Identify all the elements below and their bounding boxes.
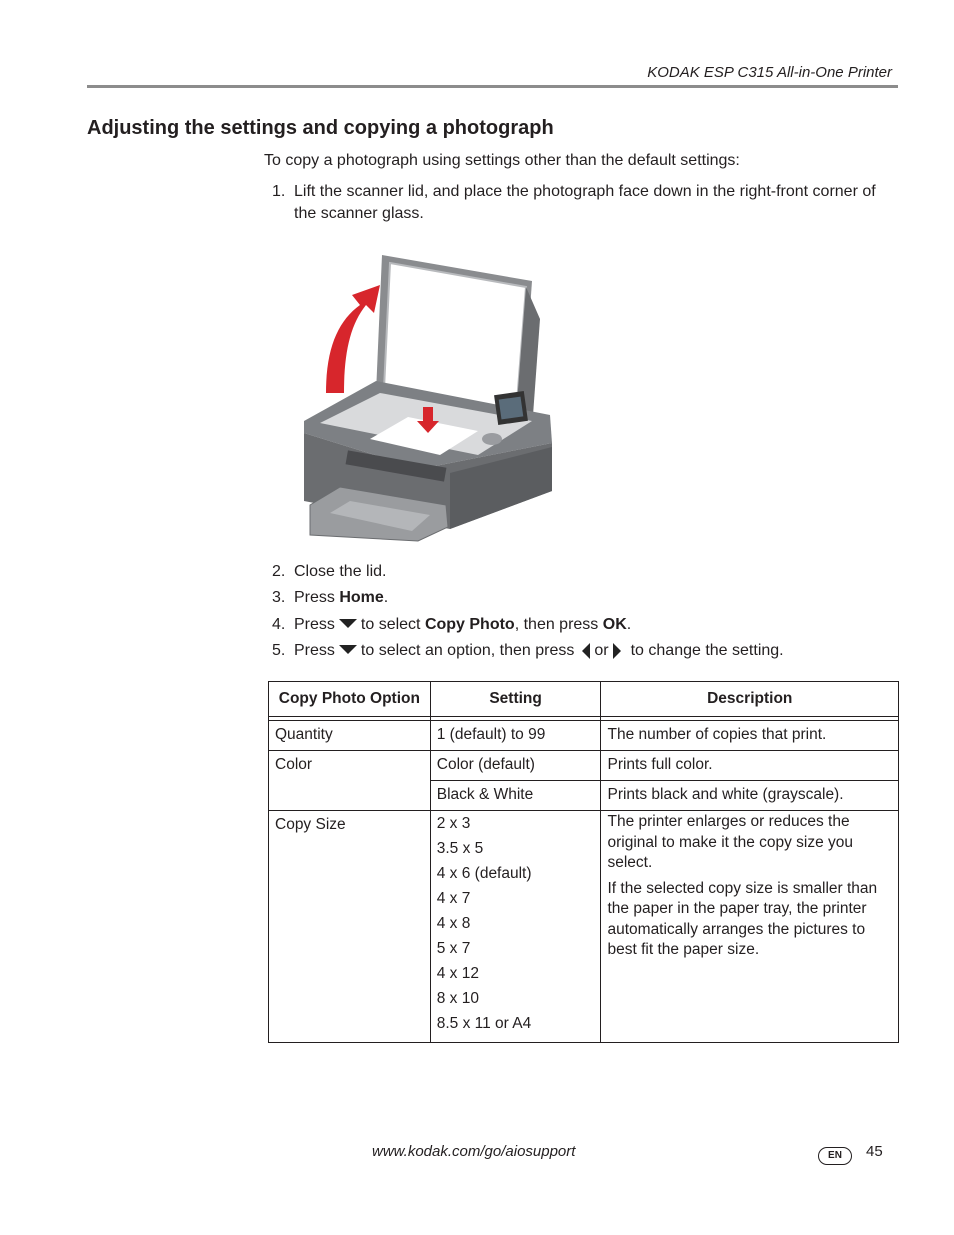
step-2 <box>272 561 387 583</box>
header-rule <box>87 85 898 88</box>
size-option: 4 x 12 <box>436 965 479 982</box>
column-header: Setting <box>430 682 601 717</box>
step-text-pre: Press <box>294 589 340 606</box>
copy-photo-options-table <box>268 681 899 1043</box>
size-option: 4 x 8 <box>436 915 471 932</box>
step-5 <box>272 640 784 662</box>
setting-cell: Black & White <box>430 781 601 811</box>
left-arrow-icon <box>582 643 590 659</box>
description-cell: Prints full color. <box>601 751 899 781</box>
down-arrow-icon <box>339 645 357 654</box>
page-number: 45 <box>866 1143 883 1160</box>
step-number: 3. <box>272 589 286 606</box>
step-number: 2. <box>272 563 286 580</box>
step-text: Close the lid. <box>294 563 387 580</box>
table-row <box>269 751 899 781</box>
step-3 <box>272 587 388 609</box>
down-arrow-icon <box>339 619 357 628</box>
printer-illustration <box>300 243 562 543</box>
step-text-pre: Press <box>294 642 335 659</box>
table-row <box>269 721 899 751</box>
setting-cell: Color (default) <box>430 751 601 781</box>
intro-text: To copy a photograph using settings other than the default settings: <box>264 152 740 169</box>
step-text-mid: to select <box>360 616 425 633</box>
size-option: 3.5 x 5 <box>436 840 484 857</box>
option-cell: Copy Size <box>269 811 431 1043</box>
size-option: 8.5 x 11 or A4 <box>436 1015 532 1032</box>
step-number: 5. <box>272 642 286 659</box>
ok-button-label: OK <box>602 616 627 633</box>
control-screen-glass <box>499 397 524 420</box>
step-text-mid: to select an option, then press <box>360 642 575 659</box>
description-cell <box>601 811 899 1043</box>
step-1 <box>272 181 902 225</box>
step-text-post: . <box>626 616 632 633</box>
size-option: 4 x 7 <box>436 890 471 907</box>
step-text-pre: Press <box>294 616 335 633</box>
step-number: 4. <box>272 616 286 633</box>
description-paragraph: The printer enlarges or reduces the original to make it the copy size you select. <box>607 813 854 871</box>
step-text-post: to change the setting. <box>630 642 784 659</box>
step-text-mid2: , then press <box>514 616 603 633</box>
size-option: 8 x 10 <box>436 990 479 1007</box>
lid-lift-arrow <box>326 285 380 393</box>
step-text-or: or <box>594 642 609 659</box>
description-paragraph: If the selected copy size is smaller than the paper in the paper tray, the printer automatically arranges the pictures to best fit the paper size. <box>607 879 878 958</box>
table-header-row <box>269 682 899 717</box>
section-title: Adjusting the settings and copying a photograph <box>87 117 554 139</box>
size-option: 2 x 3 <box>436 815 471 832</box>
footer-url: www.kodak.com/go/aiosupport <box>372 1143 576 1160</box>
step-number: 1. <box>272 183 286 200</box>
right-arrow-icon <box>613 643 621 659</box>
language-badge: EN <box>818 1147 852 1165</box>
header-title: KODAK ESP C315 All-in-One Printer <box>647 64 892 81</box>
setting-cell <box>430 811 601 1043</box>
step-text-post: . <box>383 589 389 606</box>
step-4 <box>272 614 631 636</box>
copy-photo-label: Copy Photo <box>424 616 515 633</box>
home-button-label: Home <box>339 589 384 606</box>
size-option: 4 x 6 (default) <box>436 865 532 882</box>
step-text: Lift the scanner lid, and place the photograph face down in the right-front corner of the scanner glass. <box>294 183 876 222</box>
column-header: Copy Photo Option <box>269 682 431 717</box>
option-cell: Quantity <box>269 721 431 751</box>
column-header: Description <box>601 682 899 717</box>
setting-cell: 1 (default) to 99 <box>430 721 601 751</box>
description-cell: The number of copies that print. <box>601 721 899 751</box>
table-row <box>269 811 899 1043</box>
option-cell: Color <box>269 751 431 811</box>
control-dial <box>482 433 502 445</box>
description-cell: Prints black and white (grayscale). <box>601 781 899 811</box>
size-option: 5 x 7 <box>436 940 471 957</box>
